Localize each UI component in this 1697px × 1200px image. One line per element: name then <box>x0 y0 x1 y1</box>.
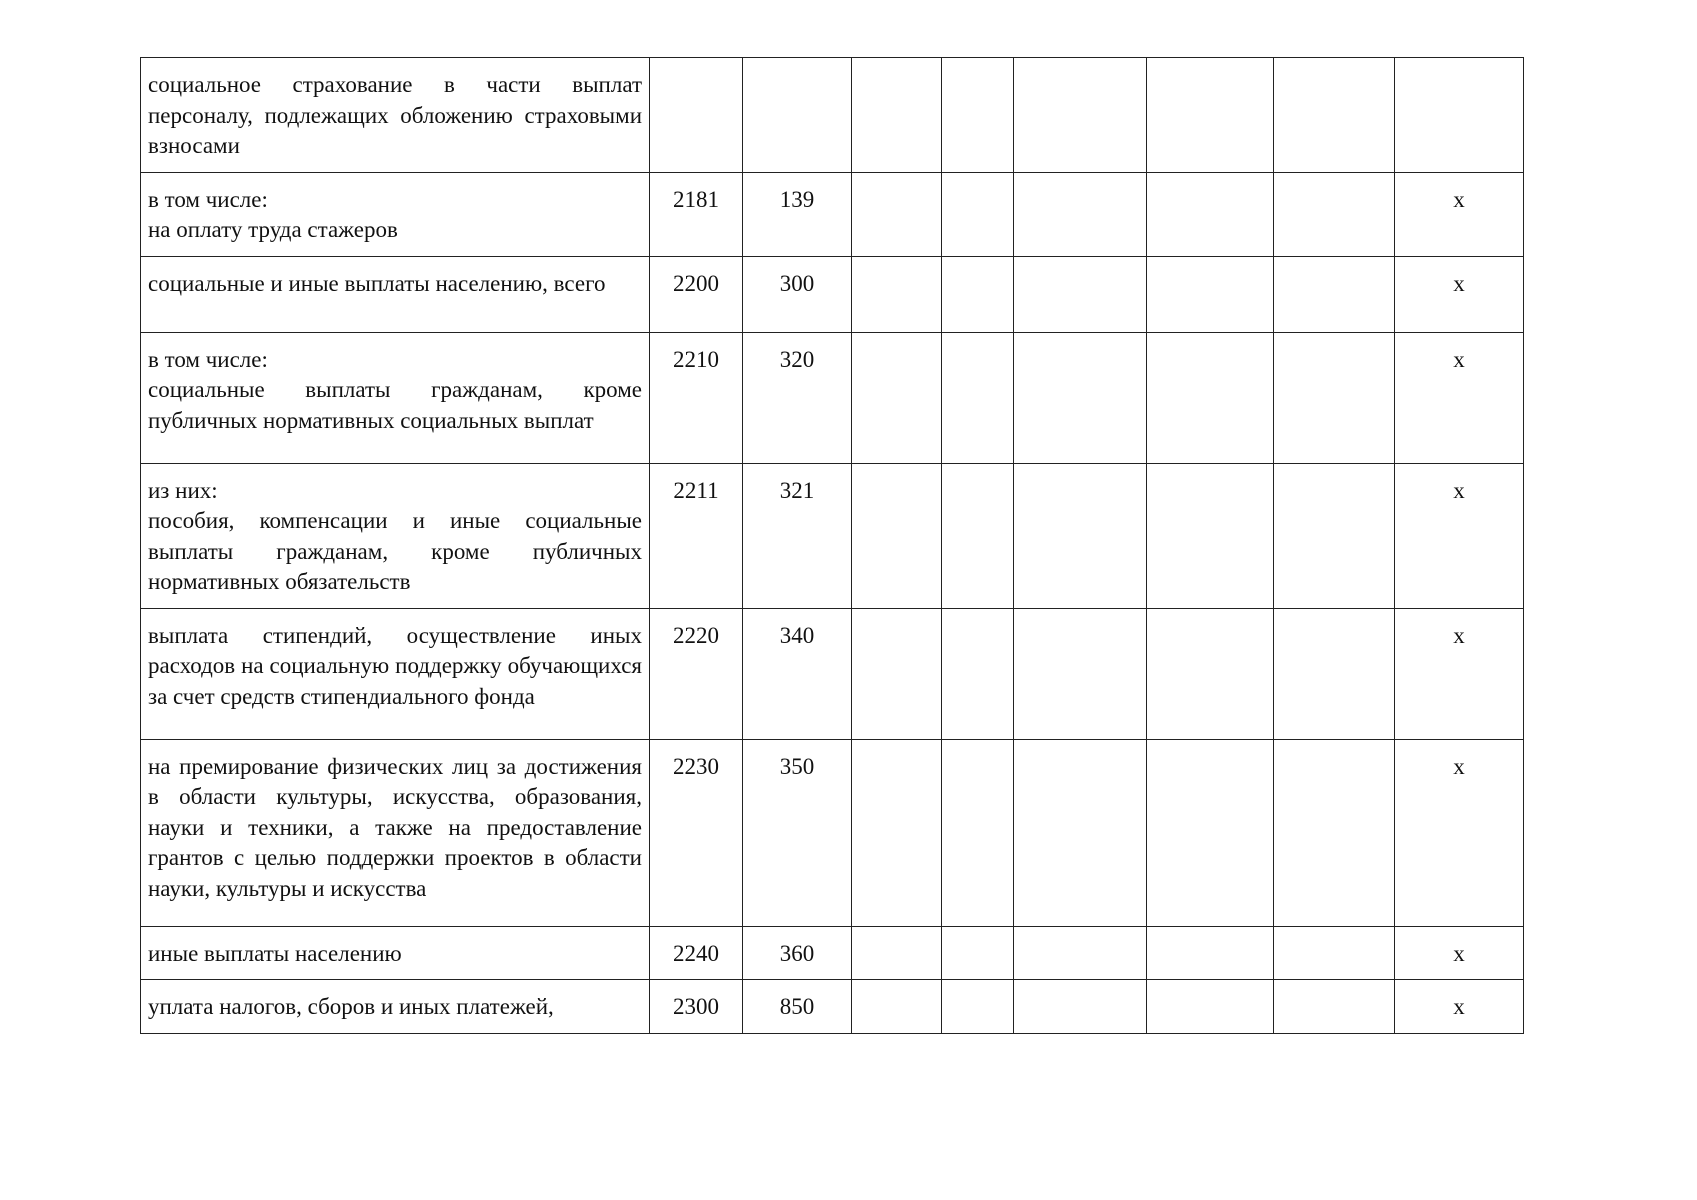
row-value-cell <box>1014 58 1147 173</box>
row-value-cell <box>1147 256 1274 332</box>
row-value-cell <box>1147 608 1274 739</box>
table-row <box>141 58 1524 173</box>
row-name-line: в том числе: <box>148 346 268 372</box>
row-name-cell <box>141 463 650 608</box>
row-value-cell <box>942 172 1014 256</box>
row-value-cell <box>852 172 942 256</box>
row-value-cell <box>1014 332 1147 463</box>
row-value-cell <box>1147 739 1274 926</box>
row-value-cell <box>942 739 1014 926</box>
row-name-line: из них: <box>148 477 218 503</box>
row-name-cell <box>141 926 650 980</box>
row-value-cell <box>1147 980 1274 1034</box>
row-code-cell: 2181 <box>650 172 743 256</box>
row-mark-cell: x <box>1395 463 1524 608</box>
row-kbk-cell: 350 <box>743 739 852 926</box>
row-code-cell: 2211 <box>650 463 743 608</box>
row-name-line: выплата стипендий, осуществление иных расходов на социальную поддержку обучающихся за счет средств стипендиального фонда <box>148 622 642 709</box>
row-value-cell <box>1147 332 1274 463</box>
table-row <box>141 256 1524 332</box>
row-code-cell: 2200 <box>650 256 743 332</box>
row-value-cell <box>852 332 942 463</box>
row-mark-cell: x <box>1395 926 1524 980</box>
row-value-cell <box>1274 980 1395 1034</box>
row-name-line: социальные и иные выплаты населению, всего <box>148 270 606 296</box>
row-name-line: на премирование физических лиц за достижения в области культуры, искусства, образования, науки и техники, а также на предоставление грантов с целью поддержки проектов в области науки, культуры и искусства <box>148 753 642 901</box>
row-code-cell: 2230 <box>650 739 743 926</box>
row-value-cell <box>1147 172 1274 256</box>
row-kbk-cell: 360 <box>743 926 852 980</box>
row-kbk-cell: 340 <box>743 608 852 739</box>
row-mark-cell: x <box>1395 608 1524 739</box>
row-name-cell <box>141 332 650 463</box>
row-kbk-cell: 321 <box>743 463 852 608</box>
row-value-cell <box>942 926 1014 980</box>
table-body <box>141 58 1524 1034</box>
budget-expenses-table <box>140 57 1524 1034</box>
row-value-cell <box>942 256 1014 332</box>
row-value-cell <box>1147 463 1274 608</box>
row-kbk-cell: 850 <box>743 980 852 1034</box>
row-value-cell <box>852 58 942 173</box>
row-name-line: в том числе: <box>148 186 268 212</box>
row-value-cell <box>852 463 942 608</box>
row-kbk-cell: 320 <box>743 332 852 463</box>
table-row <box>141 463 1524 608</box>
row-value-cell <box>1274 58 1395 173</box>
row-name-cell <box>141 980 650 1034</box>
row-name-cell <box>141 608 650 739</box>
row-kbk-cell: 139 <box>743 172 852 256</box>
row-value-cell <box>1014 172 1147 256</box>
row-name-cell <box>141 256 650 332</box>
row-value-cell <box>1274 926 1395 980</box>
row-code-cell: 2210 <box>650 332 743 463</box>
row-value-cell <box>1274 739 1395 926</box>
table-row <box>141 172 1524 256</box>
row-value-cell <box>1274 608 1395 739</box>
row-mark-cell <box>1395 58 1524 173</box>
row-value-cell <box>1014 608 1147 739</box>
row-value-cell <box>1014 926 1147 980</box>
row-value-cell <box>942 58 1014 173</box>
row-name-line: на оплату труда стажеров <box>148 217 398 242</box>
row-mark-cell: x <box>1395 332 1524 463</box>
row-name-cell <box>141 172 650 256</box>
row-value-cell <box>1274 256 1395 332</box>
row-value-cell <box>1147 58 1274 173</box>
row-value-cell <box>1014 463 1147 608</box>
row-value-cell <box>1274 332 1395 463</box>
row-value-cell <box>1014 980 1147 1034</box>
row-value-cell <box>1274 463 1395 608</box>
row-value-cell <box>1014 256 1147 332</box>
table-row <box>141 926 1524 980</box>
row-code-cell <box>650 58 743 173</box>
row-mark-cell: x <box>1395 172 1524 256</box>
row-value-cell <box>1274 172 1395 256</box>
row-value-cell <box>942 332 1014 463</box>
row-value-cell <box>1147 926 1274 980</box>
row-name-line: иные выплаты населению <box>148 940 402 966</box>
row-mark-cell: x <box>1395 256 1524 332</box>
row-name-line: социальные выплаты гражданам, кроме публичных нормативных социальных выплат <box>148 377 642 433</box>
row-value-cell <box>852 739 942 926</box>
row-kbk-cell <box>743 58 852 173</box>
table-row <box>141 332 1524 463</box>
row-code-cell: 2240 <box>650 926 743 980</box>
row-mark-cell: x <box>1395 980 1524 1034</box>
row-value-cell <box>852 256 942 332</box>
row-name-cell <box>141 58 650 173</box>
row-name-line: пособия, компенсации и иные социальные выплаты гражданам, кроме публичных нормативных обязательств <box>148 508 642 594</box>
row-kbk-cell: 300 <box>743 256 852 332</box>
row-code-cell: 2300 <box>650 980 743 1034</box>
row-value-cell <box>942 980 1014 1034</box>
table-row <box>141 980 1524 1034</box>
row-mark-cell: x <box>1395 739 1524 926</box>
row-value-cell <box>852 980 942 1034</box>
row-value-cell <box>942 608 1014 739</box>
row-value-cell <box>852 608 942 739</box>
table-row <box>141 739 1524 926</box>
row-name-cell <box>141 739 650 926</box>
row-value-cell <box>852 926 942 980</box>
row-value-cell <box>1014 739 1147 926</box>
row-name-line: уплата налогов, сборов и иных платежей, <box>148 994 554 1019</box>
row-value-cell <box>942 463 1014 608</box>
table-row <box>141 608 1524 739</box>
row-name-line: социальное страхование в части выплат персоналу, подлежащих обложению страховыми взносами <box>148 72 642 158</box>
row-code-cell: 2220 <box>650 608 743 739</box>
